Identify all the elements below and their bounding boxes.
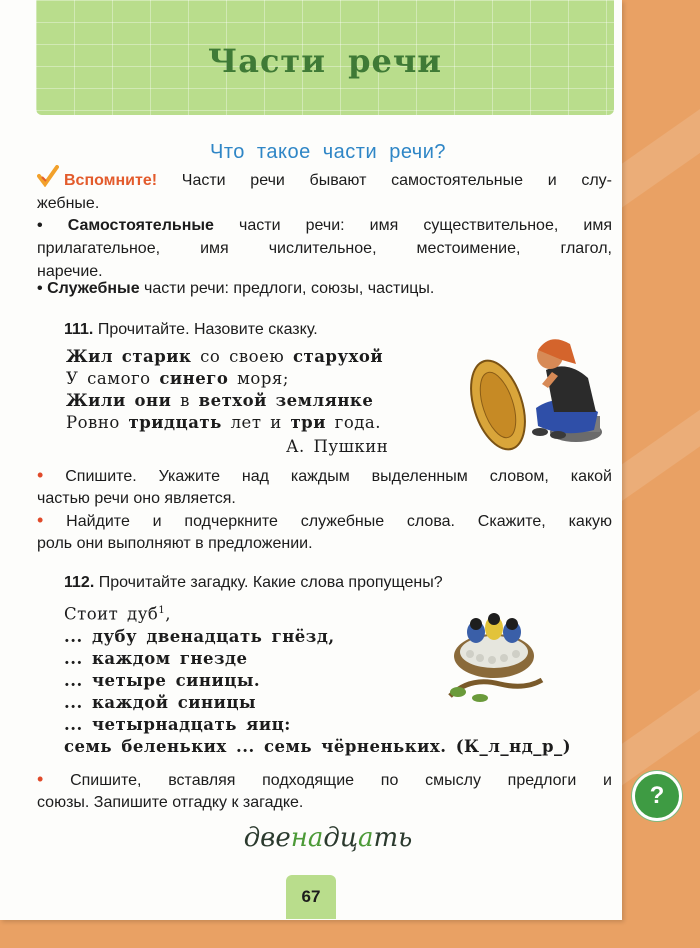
exercise-112-header — [64, 571, 443, 594]
riddle-line: ... четырнадцать яиц: — [64, 714, 291, 734]
riddle-line: ... каждой синицы — [64, 692, 257, 712]
remember-text-cont: жебные. — [37, 195, 100, 212]
poem-line: Жил старик со своею старухой — [66, 347, 384, 366]
page-number: 67 — [301, 887, 321, 906]
task-111-2-cont: роль они выполняют в предложении. — [37, 535, 313, 552]
remember-paragraph — [64, 169, 612, 192]
poem-line: У самого синего моря; — [66, 369, 289, 388]
chapter-title: Части речи — [207, 42, 443, 80]
riddle-line: ... четыре синицы. — [64, 670, 261, 690]
bullet-dot: • — [37, 510, 44, 530]
exercise-111-header — [64, 318, 318, 341]
bullet-dot: • — [37, 465, 44, 485]
poem-line: Жили они в ветхой землянке — [66, 391, 374, 410]
exercise-number: 111. — [64, 321, 94, 338]
task-111-1-cont: частью речи оно является. — [37, 490, 236, 507]
task-111-2: • Найдите и подчеркните служебные слова. Скажите, какую — [37, 510, 612, 530]
bullet-dot: • — [37, 769, 44, 789]
bullet-dot: • — [37, 217, 43, 234]
term-service: Служебные — [47, 280, 140, 297]
service-text: части речи: предлоги, союзы, частицы. — [144, 280, 435, 297]
exercise-instruction: Прочитайте загадку. Какие слова пропущены? — [98, 574, 443, 591]
page-number-tab — [286, 875, 336, 919]
chapter-header — [36, 0, 614, 115]
riddle-line: ... дубу двенадцать гнёзд, — [64, 626, 335, 646]
riddle-line: ... каждом гнезде — [64, 648, 248, 668]
section-title: Что такое части речи? — [209, 141, 446, 163]
remember-label: Вспомните! — [64, 172, 158, 189]
task-112: • Спишите, вставляя подходящие по смыслу предлоги и — [37, 769, 612, 789]
bird-nest-illustration — [440, 604, 550, 704]
task-112-cont: союзы. Запишите отгадку к загадке. — [37, 794, 304, 811]
independent-text-line3: наречие. — [37, 263, 103, 280]
poem-line: Ровно тридцать лет и три года. — [66, 413, 382, 432]
exercise-instruction: Прочитайте. Назовите сказку. — [97, 321, 318, 338]
term-independent: Самостоятельные — [67, 217, 214, 234]
remember-text: Части речи бывают самостоятельные и слу- — [181, 172, 613, 189]
poem — [66, 346, 383, 434]
riddle-line: Стоит дуб$^1$, — [64, 604, 171, 624]
exercise-number: 112. — [64, 574, 95, 591]
poem-author: А. Пушкин — [286, 437, 389, 456]
footnote-marker: 1 — [158, 605, 166, 616]
task-111-1: • Спишите. Укажите над каждым выделенным словом, какой — [37, 465, 612, 485]
checkmark-icon — [37, 165, 59, 187]
bullet-service — [37, 277, 612, 300]
bullet-dot: • — [37, 280, 43, 297]
independent-text: части речи: имя существительное, имя — [239, 217, 612, 234]
riddle-line: семь беленьких ... семь чёрненьких. (К_л_нд_р_) — [64, 736, 572, 756]
old-woman-illustration — [458, 320, 618, 455]
question-badge-icon: ? — [632, 771, 682, 821]
handwritten-number-word: двенадцать — [243, 823, 413, 853]
bullet-independent — [37, 214, 612, 237]
independent-text-line2: прилагательное, имя числительное, местоимение, глагол, — [37, 240, 612, 257]
